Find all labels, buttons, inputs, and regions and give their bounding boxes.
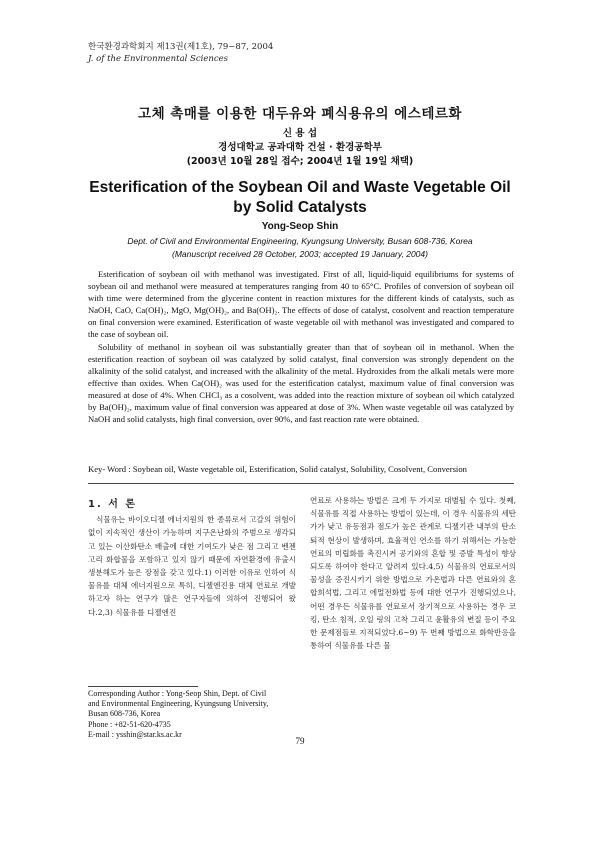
abstract-paragraph-1: Esterification of soybean oil with methanol was investigated. First of all, liquid-liquid equilibriums for systems of soybean oil and methanol were measured at temperatures ranging from 40 to 65°C. Profiles of conversion of soybean oil with time were determined from the glycerine content in reaction mixtures for the different kinds of catalysts, such as NaOH, CaO, Ca(OH)₂, MgO, Mg(OH)₂, and Ba(OH)₂. The effects of dose of catalyst, cosolvent and reaction temperature on final conversion were examined. Esterification of waste vegetable oil with methanol was investigated and compared to the case of soybean oil. <box>88 269 514 340</box>
footnote-email: E-mail : ysshin@star.ks.ac.kr <box>88 729 182 739</box>
section-divider <box>88 483 514 484</box>
footnote-phone: Phone : +82-51-620-4735 <box>88 719 171 729</box>
received-dates: (Manuscript received 28 October, 2003; accepted 19 January, 2004) <box>172 249 428 259</box>
korean-author: 신 용 섭 <box>282 128 318 139</box>
english-title-line2: by Solid Catalysts <box>233 199 367 216</box>
english-affiliation: Dept. of Civil and Environmental Engineering, Kyungsung University, Busan 608-736, Korea <box>127 236 473 246</box>
intro-left-text: 식물유는 바이오디젤 에너지원의 한 종류로서 고갈의 위험이 없이 지속적인 생산이 가능하며 지구온난화의 주범으로 생각되고 있는 이산화탄소 배출에 대한 기여도가 낮은 점 그리고 벤젠고리 화합물을 포함하고 있지 않기 때문에 자연환경에 유출시 생분해도가 높은 장점을 갖고 있다.1) 이러한 이유로 인하여 식물유를 대체 에너지원으로 특히, 디젤엔진용 대체 연료로 개발하고자 하는 연구가 많은 연구자들에 의하여 진행되어 왔다.2,3) 식물유를 디젤엔진 <box>88 515 296 617</box>
keywords: Key- Word : Soybean oil, Waste vegetable oil, Esterification, Solid catalyst, Solubility, Cosolvent, Conversion <box>88 464 467 474</box>
intro-right-text: 연료로 사용하는 방법은 크게 두 가지로 대별될 수 있다. 첫째, 식물유를 직접 사용하는 방법이 있는데, 이 경우 식물유의 세탄가가 낮고 유동점과 점도가 높은 관계로 디젤기관 내부의 탄소 퇴적 현상이 발생하며, 효율적인 연소를 하기 위해서는 가능한 연료의 미립화를 촉진시켜 공기와의 혼합 및 증발 특성이 향상되도록 하여야 한다고 알려져 있다.4,5) 식물유의 연료로서의 물성을 증진시키기 위한 방법으로 가온법과 다른 연료와의 혼합희석법, 그리고 에멀전화법 등에 대한 연구가 진행되었으나, 어떤 경우든 식물유를 연료로서 장기적으로 사용하는 경우 코킹, 탄소 침적, 오일 링의 고착 그리고 윤활유의 변질 등이 주요한 문제점들로 지적되었다.6~9) 두 번째 방법으로 화학반응을 통하여 식물유를 다른 물 <box>310 496 516 651</box>
footnote-divider <box>88 686 198 687</box>
section-heading: 1. 서 론 <box>88 499 138 510</box>
english-author: Yong-Seop Shin <box>261 221 339 232</box>
korean-dates: (2003년 10월 28일 접수; 2004년 1월 19일 채택) <box>186 156 414 167</box>
footnote-line: Corresponding Author : Yong-Seop Shin, Dept. of Civil <box>88 689 267 698</box>
english-title-line1: Esterification of the Soybean Oil and Waste Vegetable Oil <box>89 179 511 196</box>
journal-name: J. of the Environmental Sciences <box>88 54 229 64</box>
right-column <box>310 494 516 652</box>
korean-affiliation: 경성대학교 공과대학 건설 · 환경공학부 <box>218 142 382 153</box>
footnote-line: and Environmental Engineering, Kyungsung University, <box>88 699 269 709</box>
left-column <box>88 498 296 619</box>
korean-title: 고체 촉매를 이용한 대두유와 폐식용유의 에스테르화 <box>138 106 462 122</box>
abstract <box>88 268 514 425</box>
abstract-paragraph-2: Solubility of methanol in soybean oil was substantially greater than that of soybean oil in methanol. When the esterification reaction of soybean oil was catalyzed by solid catalyst, final conversion was strongly dependent on the alkalinity of the solid catalyst, and increased with the alkalinity of the metal. Hydroxides from the alkali metals were more effective than oxides. When Ca(OH)₂ was used for the esterification catalyst, maximum value of final conversion was measured at dose of 4%. When CHCl₃ as a cosolvent, was added into the reaction mixture of soybean oil which catalyzed by Ba(OH)₂, maximum value of final conversion was appeared at dose of 3%. When waste vegetable oil was catalyzed by NaOH and solid catalysts, high final conversion, over 90%, and fast reaction rate were obtained. <box>88 341 514 425</box>
english-title <box>60 178 540 218</box>
page-number: 79 <box>295 736 305 746</box>
footnote-line: Busan 608-736, Korea <box>88 709 161 719</box>
corresponding-author-footnote <box>88 689 298 740</box>
journal-citation: 한국환경과학회지 제13권(제1호), 79~87, 2004 <box>88 42 274 52</box>
